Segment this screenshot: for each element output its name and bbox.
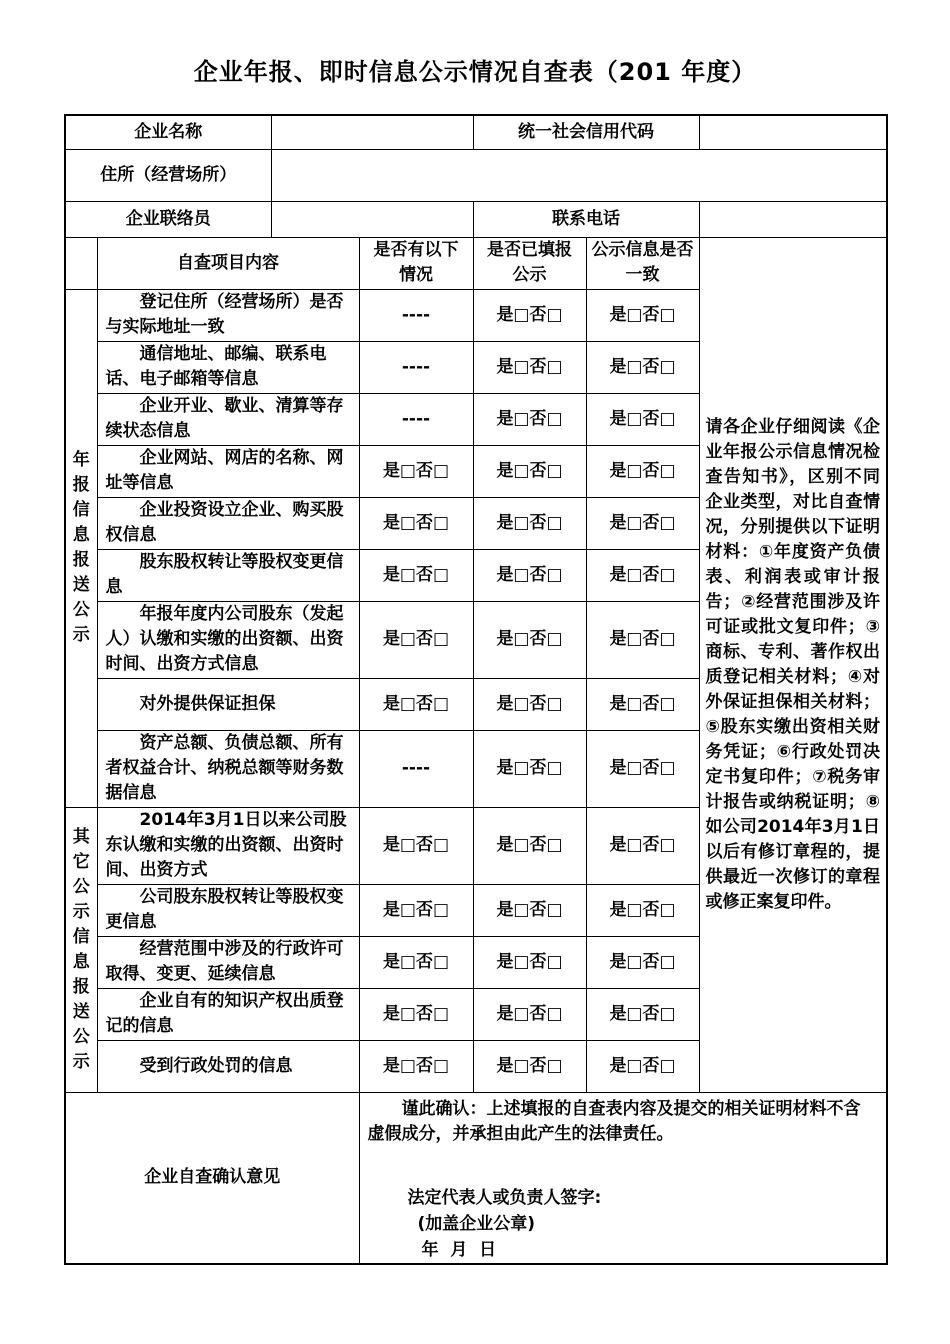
yes-no-checkbox[interactable]: 是□否□ — [473, 393, 586, 445]
annual-item: 资产总额、负债总额、所有者权益合计、纳税总额等财务数据信息 — [97, 730, 359, 807]
dash-cell: ---- — [359, 393, 473, 445]
address-field[interactable] — [271, 149, 887, 201]
yes-no-checkbox[interactable]: 是□否□ — [359, 884, 473, 936]
phone-label: 联系电话 — [473, 201, 699, 237]
blank-corner-cell — [65, 237, 97, 289]
col-has-situation-header: 是否有以下情况 — [359, 237, 473, 289]
credit-code-field[interactable] — [699, 115, 887, 149]
yes-no-checkbox[interactable]: 是□否□ — [359, 1040, 473, 1092]
yes-no-checkbox[interactable]: 是□否□ — [473, 289, 586, 341]
yes-no-checkbox[interactable]: 是□否□ — [473, 1040, 586, 1092]
company-name-label: 企业名称 — [65, 115, 271, 149]
yes-no-checkbox[interactable]: 是□否□ — [586, 730, 699, 807]
yes-no-checkbox[interactable]: 是□否□ — [473, 497, 586, 549]
section-other-label: 其它公示信息报送公示 — [65, 807, 97, 1092]
yes-no-checkbox[interactable]: 是□否□ — [473, 601, 586, 678]
other-item: 公司股东股权转让等股权变更信息 — [97, 884, 359, 936]
section-annual-label: 年报信息报送公示 — [65, 289, 97, 807]
confirm-label: 企业自查确认意见 — [65, 1092, 359, 1264]
page-title: 企业年报、即时信息公示情况自查表（201 年度） — [193, 58, 757, 86]
yes-no-checkbox[interactable]: 是□否□ — [473, 884, 586, 936]
annual-item: 对外提供保证担保 — [97, 678, 359, 730]
signature-line[interactable]: 法定代表人或负责人签字: — [407, 1187, 602, 1208]
yes-no-checkbox[interactable]: 是□否□ — [586, 988, 699, 1040]
instruction-note: 请各企业仔细阅读《企业年报公示信息情况检查告知书》，区别不同企业类型，对比自查情况，分别提供以下证明材料：①年度资产负债表、利润表或审计报告；②经营范围涉及许可证或批文复印件；③商标、专利、著作权出质登记相关材料；④对外保证担保相关材料；⑤股东实缴出资相关财务凭证；⑥行政处罚决定书复印件；⑦税务审计报告或纳税证明；⑧如公司2014年3月1日以后有修订章程的，提供最近一次修订的章程或修正案复印件。 — [699, 237, 887, 1092]
yes-no-checkbox[interactable]: 是□否□ — [586, 549, 699, 601]
yes-no-checkbox[interactable]: 是□否□ — [473, 936, 586, 988]
yes-no-checkbox[interactable]: 是□否□ — [359, 936, 473, 988]
yes-no-checkbox[interactable]: 是□否□ — [473, 549, 586, 601]
self-check-table — [64, 114, 888, 1265]
other-item: 经营范围中涉及的行政许可取得、变更、延续信息 — [97, 936, 359, 988]
yes-no-checkbox[interactable]: 是□否□ — [359, 988, 473, 1040]
seal-line: (加盖企业公章) — [417, 1213, 536, 1234]
yes-no-checkbox[interactable]: 是□否□ — [359, 497, 473, 549]
yes-no-checkbox[interactable]: 是□否□ — [359, 445, 473, 497]
col-filled-header: 是否已填报公示 — [473, 237, 586, 289]
company-name-field[interactable] — [271, 115, 473, 149]
yes-no-checkbox[interactable]: 是□否□ — [586, 1040, 699, 1092]
other-item: 2014年3月1日以来公司股东认缴和实缴的出资额、出资时间、出资方式 — [97, 807, 359, 884]
yes-no-checkbox[interactable]: 是□否□ — [473, 730, 586, 807]
yes-no-checkbox[interactable]: 是□否□ — [586, 884, 699, 936]
yes-no-checkbox[interactable]: 是□否□ — [473, 678, 586, 730]
yes-no-checkbox[interactable]: 是□否□ — [359, 678, 473, 730]
address-label: 住所（经营场所） — [65, 149, 271, 201]
col-item-header: 自查项目内容 — [97, 237, 359, 289]
dash-cell: ---- — [359, 341, 473, 393]
annual-item: 企业开业、歇业、清算等存续状态信息 — [97, 393, 359, 445]
annual-item: 企业投资设立企业、购买股权信息 — [97, 497, 359, 549]
credit-code-label: 统一社会信用代码 — [473, 115, 699, 149]
yes-no-checkbox[interactable]: 是□否□ — [586, 601, 699, 678]
annual-item: 年报年度内公司股东（发起人）认缴和实缴的出资额、出资时间、出资方式信息 — [97, 601, 359, 678]
other-item: 企业自有的知识产权出质登记的信息 — [97, 988, 359, 1040]
yes-no-checkbox[interactable]: 是□否□ — [359, 549, 473, 601]
other-item: 受到行政处罚的信息 — [97, 1040, 359, 1092]
annual-item: 企业网站、网店的名称、网址等信息 — [97, 445, 359, 497]
yes-no-checkbox[interactable]: 是□否□ — [586, 393, 699, 445]
yes-no-checkbox[interactable]: 是□否□ — [473, 807, 586, 884]
contact-label: 企业联络员 — [65, 201, 271, 237]
annual-item: 通信地址、邮编、联系电话、电子邮箱等信息 — [97, 341, 359, 393]
yes-no-checkbox[interactable]: 是□否□ — [586, 497, 699, 549]
yes-no-checkbox[interactable]: 是□否□ — [473, 445, 586, 497]
confirm-area — [359, 1092, 887, 1264]
yes-no-checkbox[interactable]: 是□否□ — [586, 445, 699, 497]
dash-cell: ---- — [359, 289, 473, 341]
yes-no-checkbox[interactable]: 是□否□ — [586, 807, 699, 884]
yes-no-checkbox[interactable]: 是□否□ — [359, 807, 473, 884]
contact-field[interactable] — [271, 201, 473, 237]
yes-no-checkbox[interactable]: 是□否□ — [359, 601, 473, 678]
yes-no-checkbox[interactable]: 是□否□ — [586, 289, 699, 341]
dash-cell: ---- — [359, 730, 473, 807]
phone-field[interactable] — [699, 201, 887, 237]
annual-item: 股东股权转让等股权变更信息 — [97, 549, 359, 601]
date-line[interactable]: 年 月 日 — [421, 1239, 497, 1260]
confirm-statement: 谨此确认：上述填报的自查表内容及提交的相关证明材料不含虚假成分，并承担由此产生的法律责任。 — [367, 1098, 861, 1144]
yes-no-checkbox[interactable]: 是□否□ — [473, 341, 586, 393]
annual-item: 登记住所（经营场所）是否与实际地址一致 — [97, 289, 359, 341]
yes-no-checkbox[interactable]: 是□否□ — [473, 988, 586, 1040]
col-consistent-header: 公示信息是否一致 — [586, 237, 699, 289]
yes-no-checkbox[interactable]: 是□否□ — [586, 936, 699, 988]
yes-no-checkbox[interactable]: 是□否□ — [586, 341, 699, 393]
yes-no-checkbox[interactable]: 是□否□ — [586, 678, 699, 730]
